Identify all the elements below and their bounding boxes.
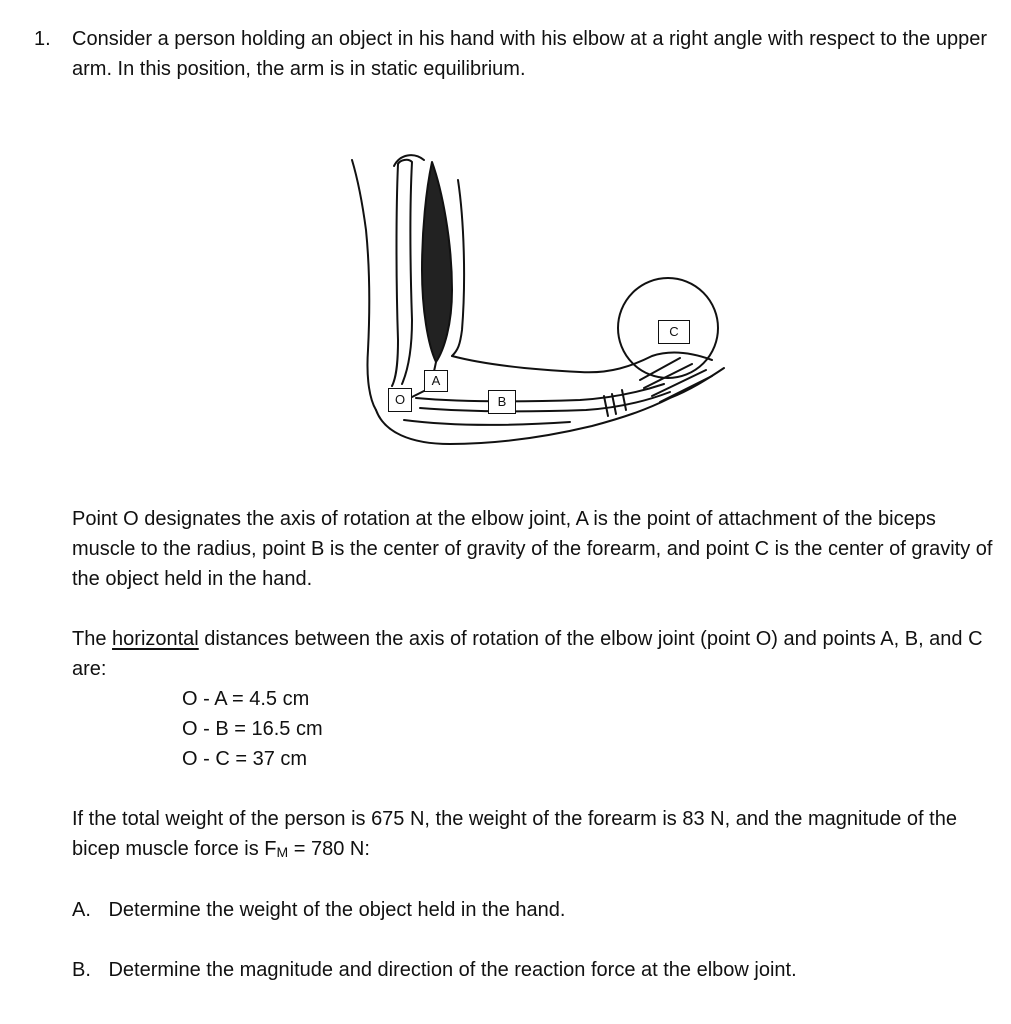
distances-intro-underlined: horizontal bbox=[112, 628, 199, 650]
radius-bone bbox=[416, 384, 664, 401]
label-b-box bbox=[488, 390, 516, 414]
distance-o-c: O - C = 37 cm bbox=[182, 748, 308, 770]
label-c-box bbox=[658, 320, 690, 344]
question-number: 1. bbox=[34, 28, 51, 50]
label-a-box bbox=[424, 370, 448, 392]
distance-list bbox=[182, 684, 323, 774]
part-b-text: Determine the magnitude and direction of the reaction force at the elbow joint. bbox=[108, 959, 797, 981]
upper-arm-front bbox=[452, 180, 464, 356]
distances-intro bbox=[72, 624, 997, 684]
distances-intro-before: The bbox=[72, 628, 113, 650]
arm-figure bbox=[340, 140, 740, 460]
upper-arm-back bbox=[352, 160, 376, 410]
part-a bbox=[72, 895, 565, 925]
distance-o-b: O - B = 16.5 cm bbox=[182, 718, 323, 740]
part-b bbox=[72, 955, 797, 985]
label-o: O bbox=[394, 392, 406, 407]
part-a-marker: A. bbox=[72, 899, 91, 921]
distance-o-a: O - A = 4.5 cm bbox=[182, 688, 310, 710]
label-a: A bbox=[431, 373, 441, 388]
label-b: B bbox=[497, 394, 507, 409]
humerus-bone bbox=[398, 160, 412, 384]
given-tail: = 780 N: bbox=[288, 838, 370, 860]
points-description: Point O designates the axis of rotation at the elbow joint, A is the point of attachment of the biceps muscle to the radius, point B is the center of gravity of the forearm, and point C is the center of gravity of the object held in the hand. bbox=[72, 508, 993, 590]
arm-diagram bbox=[340, 140, 740, 460]
given-text: If the total weight of the person is 675 N, the weight of the forearm is 83 N, and the magnitude of the bicep muscle force is F bbox=[72, 808, 957, 860]
given-values bbox=[72, 804, 972, 867]
label-o-box bbox=[388, 388, 412, 412]
distances-intro-after: distances between the axis of rotation of the elbow joint (point O) and points A, B, and C are: bbox=[72, 628, 983, 680]
part-b-marker: B. bbox=[72, 959, 91, 981]
part-a-text: Determine the weight of the object held in the hand. bbox=[108, 899, 566, 921]
given-subscript: M bbox=[276, 844, 289, 860]
question-intro: Consider a person holding an object in his hand with his elbow at a right angle with respect to the upper arm. In this position, the arm is in static equilibrium. bbox=[72, 28, 988, 80]
label-c: C bbox=[669, 324, 679, 339]
biceps-muscle bbox=[422, 162, 452, 362]
